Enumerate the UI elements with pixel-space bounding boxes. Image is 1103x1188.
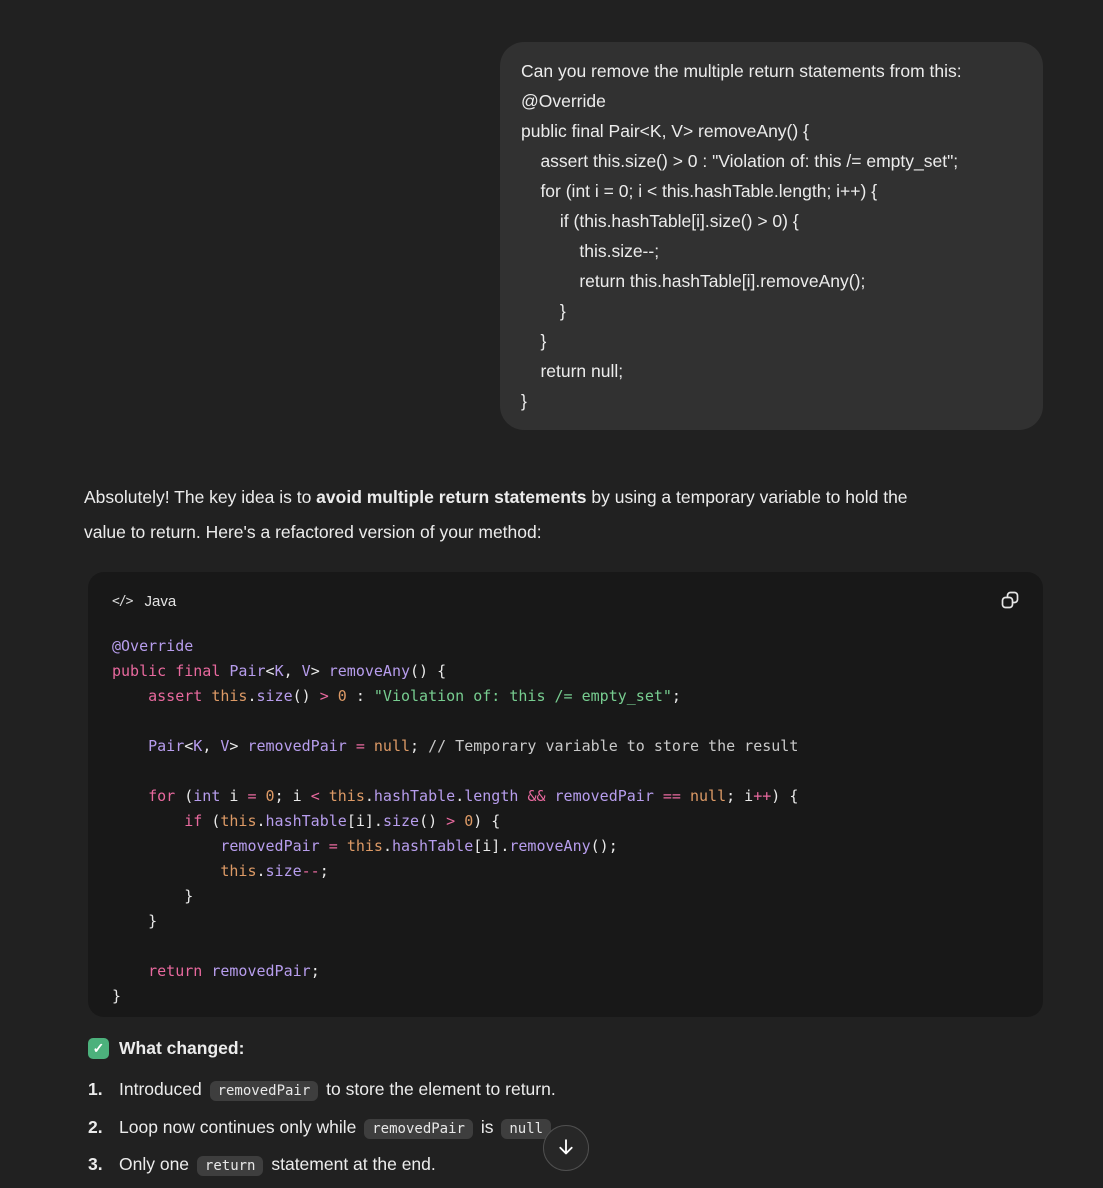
code-token: [455, 812, 464, 830]
code-token: [320, 787, 329, 805]
code-token: V: [301, 662, 311, 680]
code-token: ; i: [726, 787, 754, 805]
code-token: [320, 837, 329, 855]
code-token: removedPair: [211, 962, 311, 980]
code-line: [112, 859, 1019, 884]
code-token: [202, 962, 211, 980]
code-content: [88, 613, 1043, 1009]
code-token: assert: [148, 687, 212, 705]
code-token: =: [328, 837, 338, 855]
user-message-bubble: [500, 42, 1043, 430]
inline-code: null: [501, 1119, 551, 1139]
list-item-number: 3.: [88, 1154, 103, 1174]
code-token: this: [328, 787, 365, 805]
code-line: [112, 834, 1019, 859]
code-token: ) {: [473, 812, 501, 830]
code-block-header: [88, 572, 1043, 613]
user-message-line: if (this.hashTable[i].size() > 0) {: [521, 211, 799, 231]
code-token: .: [364, 787, 374, 805]
down-arrow-icon: [555, 1136, 577, 1161]
list-item-text: Loop now continues only while removedPair is null: [119, 1110, 564, 1148]
code-token: removeAny: [328, 662, 411, 680]
code-icon: </>: [112, 593, 133, 609]
user-message-line: public final Pair<K, V> removeAny() {: [521, 121, 809, 141]
check-icon: ✓: [88, 1038, 109, 1059]
code-token: [257, 787, 266, 805]
code-token: ==: [662, 787, 681, 805]
code-token: null: [690, 787, 727, 805]
code-token: int: [193, 787, 221, 805]
code-token: [112, 737, 148, 755]
code-block: [88, 572, 1043, 1017]
code-token: Pair: [148, 737, 185, 755]
code-line: [112, 934, 1019, 959]
user-message-line: return null;: [521, 361, 624, 381]
code-token: [329, 687, 338, 705]
code-token: this: [220, 862, 257, 880]
code-token: @Override: [112, 637, 194, 655]
code-token: ;: [671, 687, 681, 705]
code-token: =: [247, 787, 257, 805]
code-line: [112, 634, 1019, 659]
code-token: if: [184, 812, 203, 830]
code-token: }: [112, 987, 122, 1005]
code-token: .: [256, 862, 266, 880]
code-token: >: [319, 687, 329, 705]
user-message-line: }: [521, 301, 566, 321]
code-token: length: [464, 787, 519, 805]
what-changed-item: [88, 1147, 848, 1185]
code-token: 0: [265, 787, 275, 805]
code-token: i: [220, 787, 248, 805]
code-token: ++: [753, 787, 772, 805]
user-message-line: this.size--;: [521, 241, 660, 261]
code-token: :: [346, 687, 374, 705]
what-changed-list: [88, 1072, 848, 1185]
code-token: [654, 787, 663, 805]
code-token: public final: [112, 662, 230, 680]
code-token: }: [112, 887, 194, 905]
list-item-text: Only one return statement at the end.: [119, 1154, 436, 1174]
code-token: K: [193, 737, 203, 755]
code-token: =: [355, 737, 365, 755]
code-token: null: [373, 737, 411, 755]
list-item-number: 2.: [88, 1116, 103, 1137]
code-token: 0: [337, 687, 347, 705]
code-token: >: [310, 662, 329, 680]
code-token: [112, 862, 220, 880]
code-token: .: [256, 812, 266, 830]
code-token: for: [148, 787, 176, 805]
code-token: hashTable: [373, 787, 456, 805]
code-token: >: [229, 737, 248, 755]
inline-code: removedPair: [364, 1119, 473, 1139]
code-token: ();: [590, 837, 618, 855]
code-token: <: [265, 662, 275, 680]
code-token: hashTable: [265, 812, 347, 830]
list-item-text: Introduced removedPair to store the element to return.: [119, 1079, 556, 1099]
copy-code-button[interactable]: [995, 586, 1025, 616]
code-token: this: [211, 687, 248, 705]
code-token: (: [175, 787, 194, 805]
code-token: [112, 812, 184, 830]
user-message-line: }: [521, 391, 527, 411]
copy-icon: [998, 588, 1022, 615]
scroll-to-bottom-button[interactable]: [543, 1125, 589, 1171]
code-token: hashTable: [391, 837, 474, 855]
what-changed-heading: [88, 1038, 244, 1059]
code-token: [546, 787, 555, 805]
code-line: [112, 784, 1019, 809]
code-token: [365, 737, 374, 755]
code-token: removedPair: [220, 837, 320, 855]
code-token: ,: [202, 737, 221, 755]
code-token: removedPair: [554, 787, 654, 805]
code-token: return: [148, 962, 203, 980]
code-token: ;: [319, 862, 329, 880]
code-token: .: [382, 837, 392, 855]
intro-text: by using a temporary variable to hold the: [586, 487, 908, 507]
code-language-label: Java: [144, 592, 177, 610]
code-line: [112, 959, 1019, 984]
code-line: [112, 809, 1019, 834]
code-token: this: [346, 837, 383, 855]
code-token: K: [274, 662, 284, 680]
code-token: 0: [464, 812, 474, 830]
what-changed-title: What changed:: [119, 1038, 245, 1058]
user-message-line: @Override: [521, 91, 606, 111]
code-token: <: [184, 737, 194, 755]
code-token: Pair: [229, 662, 266, 680]
code-token: --: [301, 862, 320, 880]
code-token: >: [446, 812, 456, 830]
code-token: removeAny: [509, 837, 591, 855]
code-token: // Temporary variable to store the result: [428, 737, 799, 755]
user-message-line: assert this.size() > 0 : "Violation of: this /= empty_set";: [521, 151, 959, 171]
code-token: [338, 837, 347, 855]
code-token: ;: [410, 737, 429, 755]
code-token: (): [419, 812, 447, 830]
intro-line: [84, 480, 1044, 515]
code-token: .: [455, 787, 465, 805]
list-item-number: 1.: [88, 1079, 103, 1099]
code-token: [i].: [473, 837, 510, 855]
code-token: }: [112, 912, 158, 930]
code-token: [112, 962, 148, 980]
assistant-intro-text: [84, 480, 1044, 549]
code-token: removedPair: [247, 737, 347, 755]
code-token: () {: [410, 662, 447, 680]
code-token: [i].: [346, 812, 383, 830]
code-token: ) {: [771, 787, 799, 805]
user-message-line: return this.hashTable[i].removeAny();: [521, 271, 866, 291]
code-line: [112, 759, 1019, 784]
code-token: this: [220, 812, 257, 830]
intro-bold-text: avoid multiple return statements: [316, 487, 587, 507]
code-line: [112, 709, 1019, 734]
code-token: ;: [310, 962, 320, 980]
code-token: size: [265, 862, 302, 880]
what-changed-item: [88, 1072, 848, 1110]
code-token: [112, 837, 220, 855]
what-changed-item: [88, 1110, 848, 1148]
code-token: &&: [527, 787, 546, 805]
intro-text: value to return. Here's a refactored version of your method:: [84, 521, 542, 542]
code-token: "Violation of: this /= empty_set": [373, 687, 672, 705]
code-token: [681, 787, 690, 805]
code-line: [112, 684, 1019, 709]
code-token: ; i: [274, 787, 311, 805]
code-token: V: [220, 737, 230, 755]
intro-text: Absolutely! The key idea is to: [84, 487, 317, 507]
code-token: ,: [283, 662, 302, 680]
intro-line: [84, 515, 1044, 550]
inline-code: return: [197, 1156, 264, 1176]
user-message-line: Can you remove the multiple return statements from this:: [521, 61, 962, 81]
code-line: [112, 984, 1019, 1009]
code-token: [112, 687, 148, 705]
code-token: size: [256, 687, 293, 705]
code-token: [112, 787, 148, 805]
code-line: [112, 734, 1019, 759]
code-line: [112, 659, 1019, 684]
code-token: .: [247, 687, 257, 705]
user-message-line: }: [521, 331, 547, 351]
code-token: [347, 737, 356, 755]
code-token: (): [292, 687, 320, 705]
user-message-line: for (int i = 0; i < this.hashTable.length; i++) {: [521, 181, 878, 201]
code-token: (: [202, 812, 221, 830]
code-token: <: [310, 787, 320, 805]
code-line: [112, 909, 1019, 934]
inline-code: removedPair: [210, 1081, 319, 1101]
code-token: size: [382, 812, 420, 830]
code-line: [112, 884, 1019, 909]
